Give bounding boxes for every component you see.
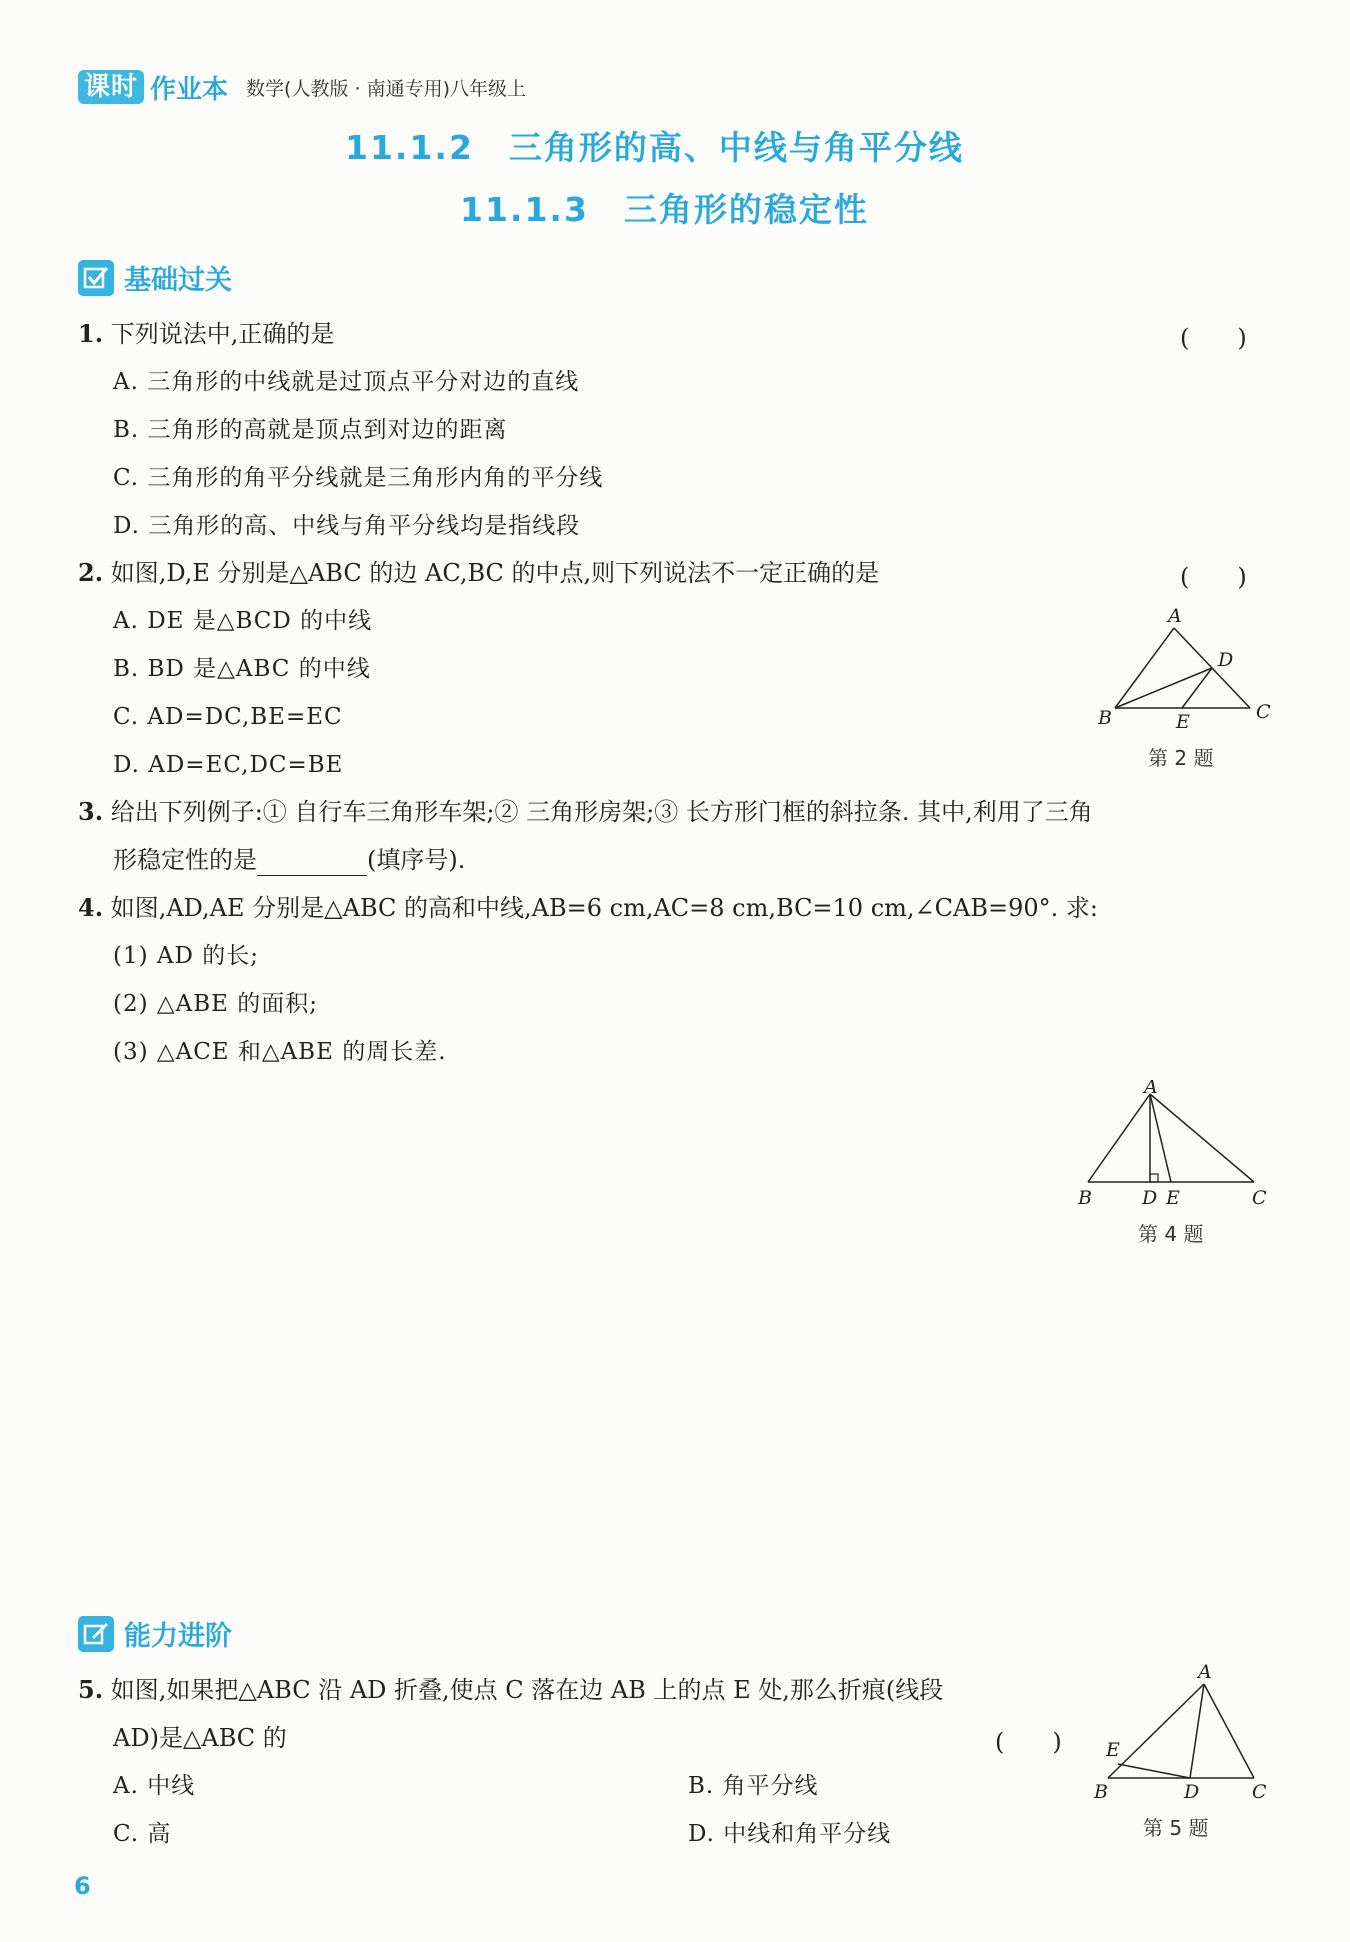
- question-text: (填序号).: [367, 846, 466, 874]
- question-text: 如图,如果把△ABC 沿 AD 折叠,使点 C 落在边 AB 上的点 E 处,那么折痕(线段: [110, 1676, 944, 1704]
- section-advanced: [78, 1614, 232, 1653]
- page-number: 6: [74, 1872, 91, 1900]
- point-label: C: [1256, 701, 1271, 723]
- section-basic: [78, 258, 232, 297]
- option-c: C. 高: [113, 1821, 172, 1847]
- point-label: E: [1166, 1187, 1180, 1209]
- segment-ac: [1204, 1684, 1254, 1778]
- segment-ab: [1088, 1094, 1150, 1182]
- right-angle-mark: [1150, 1174, 1158, 1182]
- lesson-title-1: 11.1.2 三角形的高、中线与角平分线: [345, 128, 964, 167]
- option-a: A. 三角形的中线就是过顶点平分对边的直线: [113, 369, 580, 395]
- sub-question-2: (2) △ABE 的面积;: [113, 991, 318, 1017]
- point-label: C: [1252, 1187, 1267, 1209]
- question-number: 1.: [78, 319, 104, 348]
- point-label: D: [1218, 649, 1234, 671]
- checkbox-icon: [78, 260, 114, 296]
- segment-ad: [1190, 1684, 1204, 1778]
- logo-box: 课时: [78, 70, 144, 104]
- sub-question-1: (1) AD 的长;: [113, 943, 260, 969]
- segment-ac: [1150, 1094, 1254, 1182]
- question-number: 5.: [78, 1675, 104, 1704]
- segment-de: [1118, 1764, 1190, 1778]
- option-d: D. AD=EC,DC=BE: [113, 752, 344, 778]
- question-text: 给出下列例子:① 自行车三角形车架;② 三角形房架;③ 长方形门框的斜拉条. 其中,利用了三角: [110, 798, 1093, 826]
- option-b: B. 角平分线: [688, 1773, 819, 1799]
- option-d: D. 中线和角平分线: [688, 1821, 892, 1847]
- question-2: [78, 557, 879, 589]
- option-a: A. DE 是△BCD 的中线: [113, 608, 373, 634]
- answer-paren[interactable]: ( ): [1180, 324, 1247, 352]
- option-b: B. BD 是△ABC 的中线: [113, 656, 371, 682]
- option-c: C. AD=DC,BE=EC: [113, 704, 343, 730]
- point-label: D: [1184, 1781, 1200, 1802]
- question-4: [78, 892, 1098, 924]
- figure-4: [1070, 1080, 1270, 1210]
- question-text: 如图,D,E 分别是△ABC 的边 AC,BC 的中点,则下列说法不一定正确的是: [110, 559, 880, 587]
- figure-2: [1090, 600, 1280, 730]
- option-b: B. 三角形的高就是顶点到对边的距离: [113, 417, 508, 443]
- point-label: A: [1144, 1080, 1158, 1098]
- point-label: B: [1094, 1781, 1108, 1802]
- book-header: [78, 70, 526, 104]
- point-label: B: [1098, 707, 1112, 729]
- sub-question-3: (3) △ACE 和△ABE 的周长差.: [113, 1039, 447, 1065]
- point-label: E: [1176, 711, 1190, 730]
- question-5-line2: AD)是△ABC 的: [113, 1724, 287, 1752]
- answer-paren[interactable]: ( ): [995, 1728, 1062, 1756]
- section-basic-label: 基础过关: [124, 265, 232, 296]
- option-c: C. 三角形的角平分线就是三角形内角的平分线: [113, 465, 604, 491]
- point-label: A: [1198, 1661, 1212, 1683]
- figure-5-caption: 第 5 题: [1143, 1816, 1209, 1840]
- pencil-icon: [78, 1616, 114, 1652]
- point-label: C: [1252, 1781, 1267, 1802]
- question-text: 下列说法中,正确的是: [110, 320, 335, 348]
- question-text: 形稳定性的是: [113, 846, 257, 874]
- point-label: E: [1106, 1739, 1120, 1761]
- question-number: 2.: [78, 558, 104, 587]
- question-3: [78, 796, 1093, 828]
- figure-2-caption: 第 2 题: [1148, 746, 1214, 770]
- book-info: 数学(人教版 · 南通专用)八年级上: [246, 77, 526, 100]
- segment-ae: [1150, 1094, 1171, 1182]
- option-a: A. 中线: [113, 1773, 196, 1799]
- fill-blank[interactable]: [257, 851, 367, 876]
- point-label: B: [1078, 1187, 1092, 1209]
- lesson-title-2: 11.1.3 三角形的稳定性: [460, 190, 869, 229]
- option-d: D. 三角形的高、中线与角平分线均是指线段: [113, 513, 581, 539]
- figure-4-caption: 第 4 题: [1138, 1222, 1204, 1246]
- point-label: D: [1142, 1187, 1158, 1209]
- point-label: A: [1168, 605, 1182, 627]
- section-advanced-label: 能力进阶: [124, 1621, 232, 1652]
- logo-text: 作业本: [150, 74, 229, 105]
- question-text: 如图,AD,AE 分别是△ABC 的高和中线,AB=6 cm,AC=8 cm,BC=10 cm,∠CAB=90°. 求:: [110, 894, 1098, 922]
- figure-5: [1080, 1652, 1280, 1802]
- segment-ab: [1108, 1684, 1204, 1778]
- question-number: 3.: [78, 797, 104, 826]
- answer-paren[interactable]: ( ): [1180, 563, 1247, 591]
- question-3-line2: [113, 844, 465, 876]
- question-number: 4.: [78, 893, 104, 922]
- question-1: [78, 318, 334, 350]
- question-5: [78, 1674, 943, 1706]
